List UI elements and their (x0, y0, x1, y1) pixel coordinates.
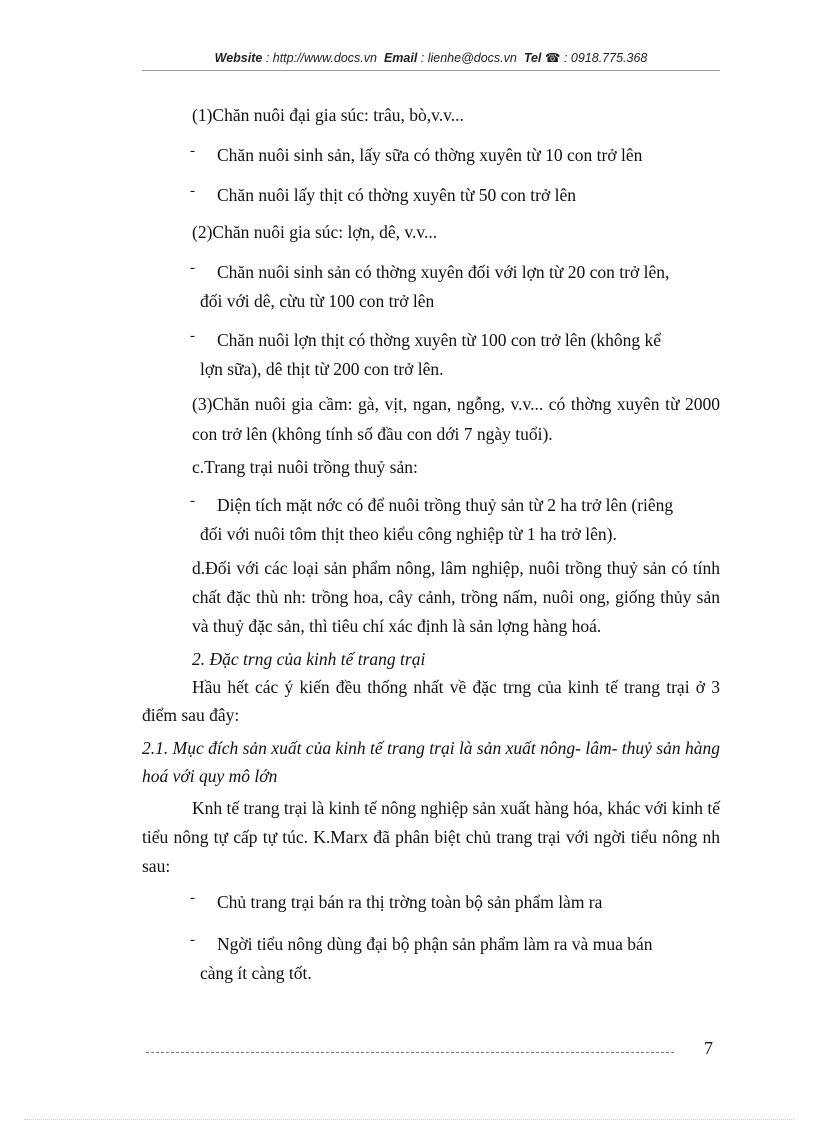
website-url[interactable]: : http://www.docs.vn (265, 51, 377, 65)
paragraph-livestock: (2)Chăn nuôi gia súc: lợn, dê, v.v... (192, 222, 438, 242)
email-address[interactable]: : lienhe@docs.vn (420, 51, 517, 65)
section-heading: 2. Đặc trng của kinh tế trang trại (192, 649, 426, 669)
paragraph-poultry: (3)Chăn nuôi gia cầm: gà, vịt, ngan, ngỗng, v.v... có thờng xuyên từ 2000 con trở lên (không tính số đầu con dới 7 ngày tuổi). (192, 394, 720, 444)
dash-icon: - (190, 183, 195, 199)
bullet-item: - Chăn nuôi sinh sản có thờng xuyên đối với lợn từ 20 con trở lên, đối với dê, cừu từ 100 con trở lên (192, 258, 720, 316)
page-number: 7 (704, 1038, 713, 1058)
header-divider (142, 70, 720, 71)
paragraph-aquaculture: c.Trang trại nuôi trồng thuỷ sản: (192, 457, 418, 477)
tel-number: : 0918.775.368 (563, 51, 648, 65)
website-label: Website (214, 51, 263, 65)
bullet-item: - Ngời tiểu nông dùng đại bộ phận sản phẩm làm ra và mua bán càng ít càng tốt. (192, 930, 720, 988)
tel-label: Tel ☎ (523, 51, 561, 65)
page-header (142, 50, 720, 65)
paragraph-livestock-large: (1)Chăn nuôi đại gia súc: trâu, bò,v.v... (192, 105, 464, 125)
bullet-item: - Chủ trang trại bán ra thị trờng toàn bộ sản phẩm làm ra (192, 888, 720, 917)
paragraph-marx: Knh tế trang trại là kinh tế nông nghiệp sản xuất hàng hóa, khác với kinh tế tiểu nông tự cấp tự túc. K.Marx đã phân biệt chủ trang trại với ngời tiểu nông nh sau: (142, 798, 720, 876)
paragraph-special-products: d.Đối với các loại sản phẩm nông, lâm nghiệp, nuôi trồng thuỷ sản có tính chất đặc thù nh: trồng hoa, cây cảnh, trồng nấm, nuôi ong, giống thủy sản và thuỷ đặc sản, thì tiêu chí xác định là sản lợng hàng hoá. (192, 558, 720, 636)
paragraph-intro: Hầu hết các ý kiến đều thống nhất về đặc trng của kinh tế trang trại ở 3 điểm sau đây: (142, 677, 720, 725)
dash-icon: - (190, 890, 195, 906)
subsection-heading: 2.1. Mục đích sản xuất của kinh tế trang trại là sản xuất nông- lâm- thuỷ sản hàng hoá với quy mô lớn (142, 738, 720, 786)
page-bottom-edge (24, 1119, 794, 1120)
footer-divider (146, 1052, 674, 1053)
dash-icon: - (190, 328, 195, 344)
bullet-item: - Chăn nuôi sinh sản, lấy sữa có thờng xuyên từ 10 con trở lên (192, 141, 720, 170)
bullet-item: - Chăn nuôi lợn thịt có thờng xuyên từ 100 con trở lên (không kể lợn sữa), dê thịt từ 200 con trở lên. (192, 326, 720, 384)
dash-icon: - (190, 932, 195, 948)
bullet-item: - Chăn nuôi lấy thịt có thờng xuyên từ 50 con trở lên (192, 181, 720, 210)
dash-icon: - (190, 260, 195, 276)
bullet-item: - Diện tích mặt nớc có để nuôi trồng thuỷ sản từ 2 ha trở lên (riêng đối với nuôi tôm thịt theo kiểu công nghiệp từ 1 ha trở lên). (192, 491, 720, 549)
dash-icon: - (190, 493, 195, 509)
dash-icon: - (190, 143, 195, 159)
email-label: Email (383, 51, 418, 65)
